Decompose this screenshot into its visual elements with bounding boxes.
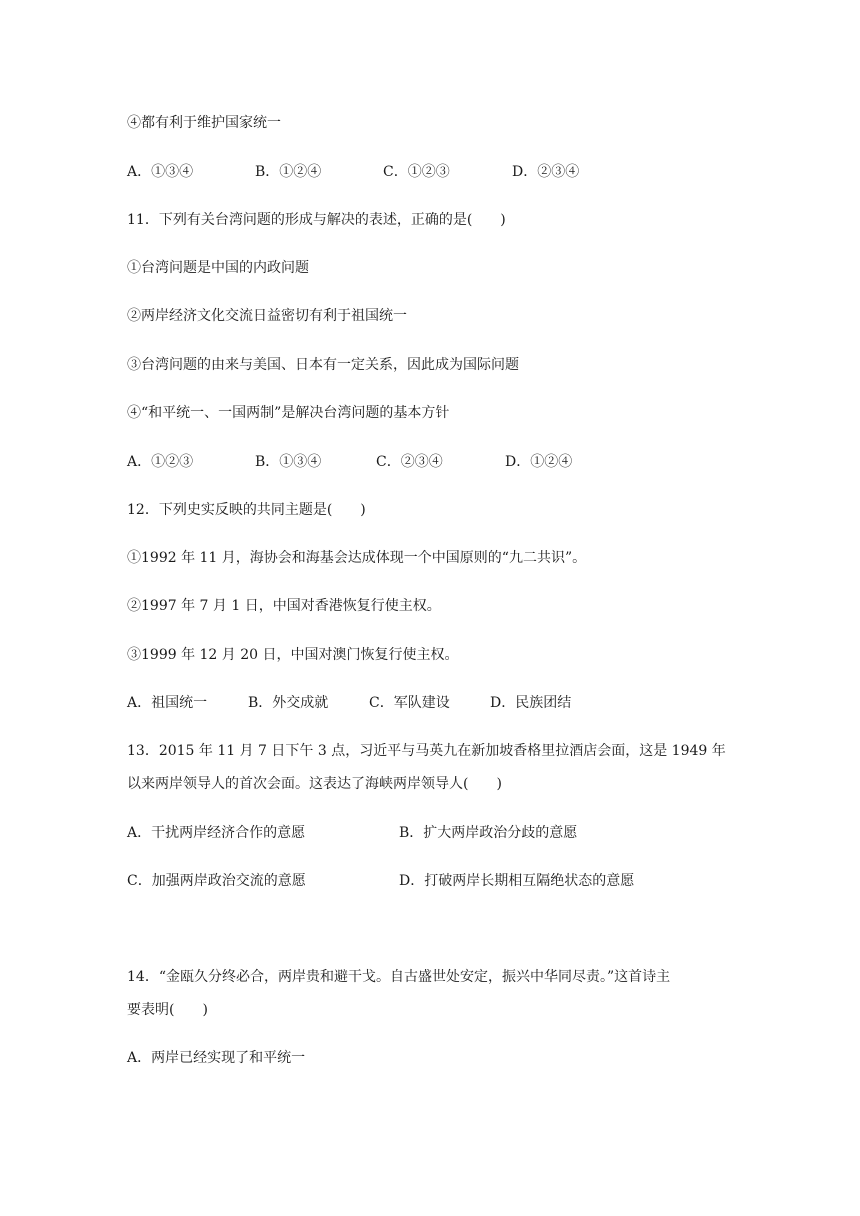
q11-statement-4: ④“和平统一、一国两制”是解决台湾问题的基本方针 — [127, 405, 450, 421]
q13-stem-line-1: 13．2015 年 11 月 7 日下午 3 点，习近平与马英九在新加坡香格里拉酒店会面，这是 1949 年 — [127, 743, 726, 759]
q13-option-a: A．干扰两岸经济合作的意愿 — [127, 825, 306, 841]
q14-stem-line-2: 要表明( ) — [127, 1002, 208, 1018]
q13-option-c: C．加强两岸政治交流的意愿 — [127, 873, 306, 889]
q12-statement-2: ②1997 年 7 月 1 日，中国对香港恢复行使主权。 — [127, 598, 441, 614]
q12-option-a: A．祖国统一 — [127, 695, 208, 711]
q10-option-c: C．①②③ — [383, 164, 450, 180]
q11-statement-2: ②两岸经济文化交流日益密切有利于祖国统一 — [127, 308, 407, 324]
q13-option-d: D．打破两岸长期相互隔绝状态的意愿 — [399, 873, 635, 889]
q11-option-a: A．①②③ — [127, 454, 194, 470]
q12-option-b: B．外交成就 — [248, 695, 329, 711]
q14-stem-line-1: 14．“金瓯久分终必合，两岸贵和避干戈。自古盛世处安定，振兴中华同尽责。”这首诗主 — [127, 969, 671, 985]
q11-option-c: C．②③④ — [376, 454, 443, 470]
q12-stem: 12．下列史实反映的共同主题是( ) — [127, 502, 366, 518]
q14-option-a: A．两岸已经实现了和平统一 — [127, 1050, 306, 1066]
q13-option-b: B．扩大两岸政治分歧的意愿 — [399, 825, 578, 841]
q11-stem: 11．下列有关台湾问题的形成与解决的表述，正确的是( ) — [127, 212, 506, 228]
q10-option-d: D．②③④ — [512, 164, 580, 180]
q10-statement-4: ④都有利于维护国家统一 — [127, 115, 281, 131]
q11-option-b: B．①③④ — [255, 454, 322, 470]
q11-option-d: D．①②④ — [505, 454, 573, 470]
q13-stem-line-2: 以来两岸领导人的首次会面。这表达了海峡两岸领导人( ) — [127, 776, 502, 792]
q11-statement-3: ③台湾问题的由来与美国、日本有一定关系，因此成为国际问题 — [127, 357, 519, 373]
q12-option-c: C．军队建设 — [369, 695, 450, 711]
q10-option-a: A．①③④ — [127, 164, 194, 180]
q10-option-b: B．①②④ — [255, 164, 322, 180]
q12-statement-3: ③1999 年 12 月 20 日，中国对澳门恢复行使主权。 — [127, 647, 459, 663]
q12-statement-1: ①1992 年 11 月，海协会和海基会达成体现一个中国原则的“九二共识”。 — [127, 550, 587, 566]
q11-statement-1: ①台湾问题是中国的内政问题 — [127, 260, 309, 276]
q12-option-d: D．民族团结 — [490, 695, 572, 711]
